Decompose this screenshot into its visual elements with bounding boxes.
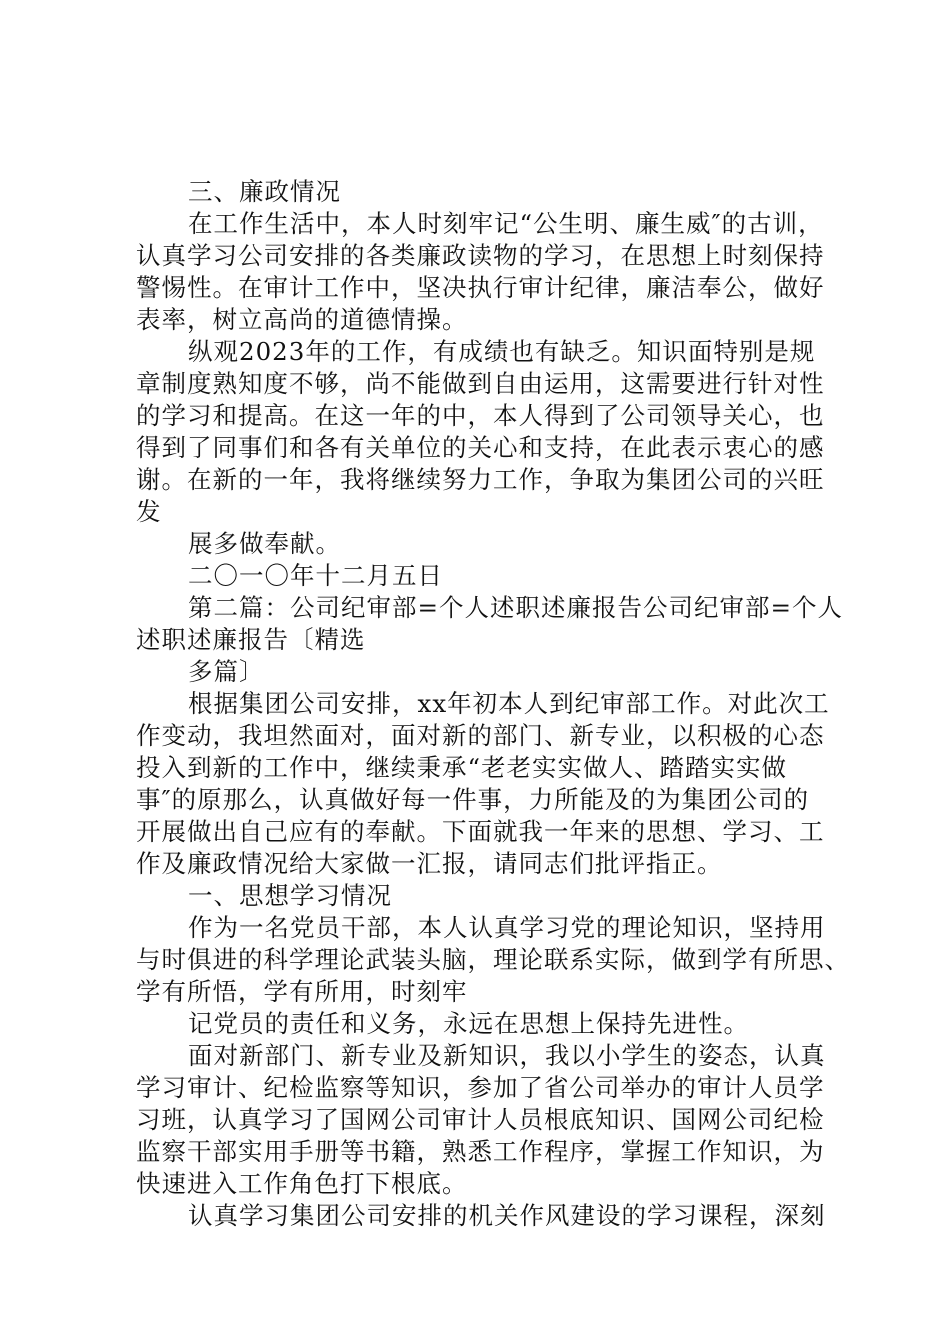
paragraph-line: 根据集团公司安排，xx年初本人到纪审部工作。对此次工: [188, 689, 830, 718]
paragraph-line: 在工作生活中，本人时刻牢记“公生明、廉生威″的古训，: [188, 209, 824, 238]
section-heading-integrity: 三、廉政情况: [188, 177, 341, 206]
paragraph-line: 投入到新的工作中，继续秉承“老老实实做人、踏踏实实做: [136, 753, 788, 782]
section-title-part-two: 第二篇：公司纪审部=个人述职述廉报告公司纪审部=个人: [188, 593, 844, 622]
paragraph-line: 谢。在新的一年，我将继续努力工作，争取为集团公司的兴旺: [136, 465, 825, 494]
section-heading-study: 一、思想学习情况: [188, 881, 392, 910]
paragraph-line: 的学习和提高。在这一年的中，本人得到了公司领导关心，也: [136, 401, 825, 430]
paragraph-line: 监察干部实用手册等书籍，熟悉工作程序，掌握工作知识，为: [136, 1137, 825, 1166]
paragraph-line: 作变动，我坦然面对，面对新的部门、新专业，以积极的心态: [136, 721, 825, 750]
paragraph-line: 表率，树立高尚的道德情操。: [136, 305, 468, 334]
paragraph-line: 作为一名党员干部，本人认真学习党的理论知识，坚持用: [188, 913, 826, 942]
paragraph-line: 快速进入工作角色打下根底。: [136, 1169, 468, 1198]
paragraph-line: 学习审计、纪检监察等知识，参加了省公司举办的审计人员学: [136, 1073, 825, 1102]
paragraph-line: 认真学习集团公司安排的机关作风建设的学习课程，深刻: [188, 1201, 826, 1230]
paragraph-line: 面对新部门、新专业及新知识，我以小学生的姿态，认真: [188, 1041, 826, 1070]
paragraph-line: 展多做奉献。: [188, 529, 341, 558]
paragraph-line: 习班，认真学习了国网公司审计人员根底知识、国网公司纪检: [136, 1105, 825, 1134]
paragraph-line: 得到了同事们和各有关单位的关心和支持，在此表示衷心的感: [136, 433, 825, 462]
paragraph-line: 记党员的责任和义务，永远在思想上保持先进性。: [188, 1009, 749, 1038]
paragraph-line: 警惕性。在审计工作中，坚决执行审计纪律，廉洁奉公，做好: [136, 273, 825, 302]
date-line: 二〇一〇年十二月五日: [188, 561, 443, 590]
paragraph-line: 发: [136, 497, 162, 526]
paragraph-line: 学有所悟，学有所用，时刻牢: [136, 977, 468, 1006]
paragraph-line: 开展做出自己应有的奉献。下面就我一年来的思想、学习、工: [136, 817, 825, 846]
paragraph-line: 作及廉政情况给大家做一汇报，请同志们批评指正。: [136, 849, 723, 878]
paragraph-line: 事″的原那么，认真做好每一件事，力所能及的为集团公司的: [136, 785, 810, 814]
paragraph-line: 纵观2023年的工作，有成绩也有缺乏。知识面特别是规: [188, 337, 816, 366]
section-title-part-two: 述职述廉报告〔精选: [136, 625, 366, 654]
paragraph-line: 认真学习公司安排的各类廉政读物的学习，在思想上时刻保持: [136, 241, 825, 270]
paragraph-line: 与时俱进的科学理论武装头脑，理论联系实际，做到学有所思、: [136, 945, 850, 974]
section-title-part-two: 多篇〕: [188, 657, 265, 686]
paragraph-line: 章制度熟知度不够，尚不能做到自由运用，这需要进行针对性: [136, 369, 825, 398]
